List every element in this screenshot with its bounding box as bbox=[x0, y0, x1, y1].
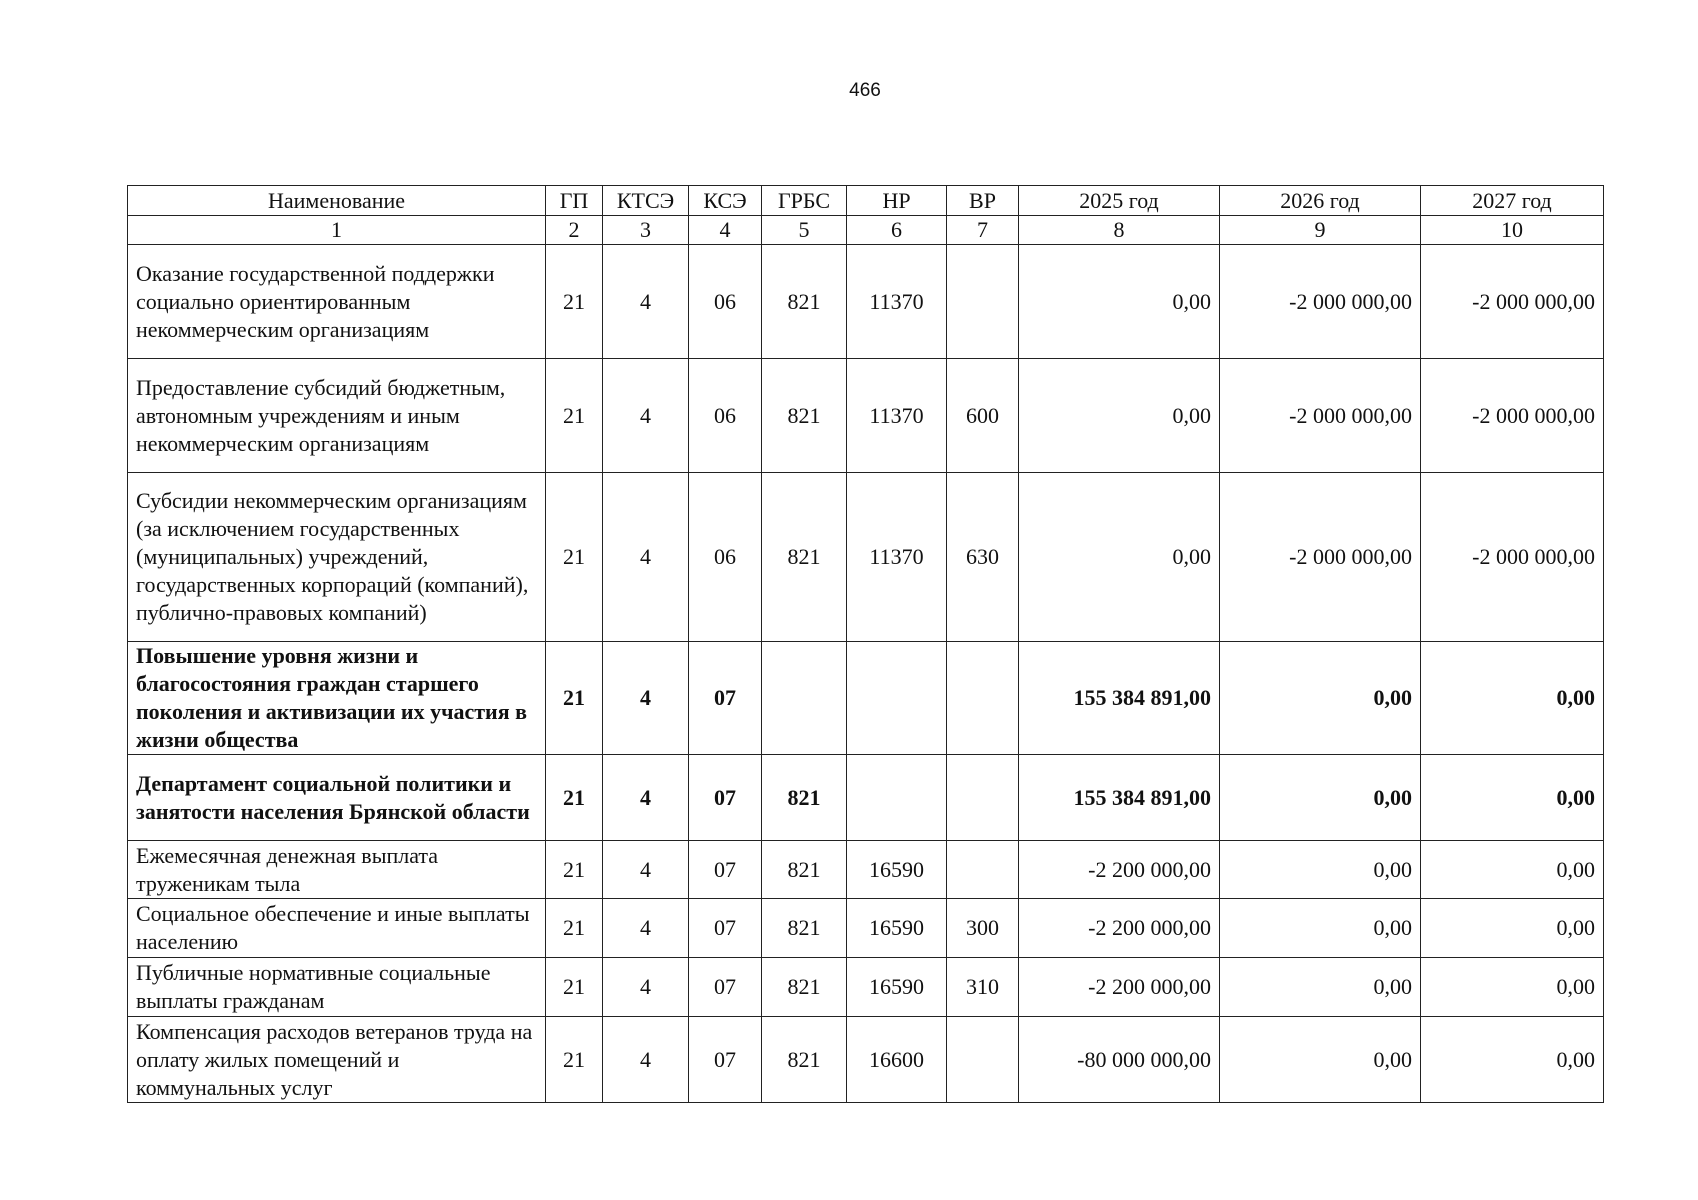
row-2027: 0,00 bbox=[1421, 755, 1604, 841]
row-name: Предоставление субсидий бюджетным, автономным учреждениям и иным некоммерческим организациям bbox=[128, 359, 546, 473]
row-gp: 21 bbox=[546, 1017, 603, 1103]
row-2025: -2 200 000,00 bbox=[1019, 958, 1220, 1017]
row-gp: 21 bbox=[546, 473, 603, 642]
column-index: 2 bbox=[546, 216, 603, 245]
column-index: 5 bbox=[762, 216, 847, 245]
header-nr: НР bbox=[847, 186, 947, 216]
row-name: Публичные нормативные социальные выплаты гражданам bbox=[128, 958, 546, 1017]
row-2027: 0,00 bbox=[1421, 899, 1604, 958]
row-2026: 0,00 bbox=[1220, 755, 1421, 841]
row-ktse: 4 bbox=[603, 245, 689, 359]
header-grbs: ГРБС bbox=[762, 186, 847, 216]
row-kse: 07 bbox=[689, 958, 762, 1017]
row-kse: 07 bbox=[689, 841, 762, 899]
table-row bbox=[128, 841, 1604, 899]
row-ktse: 4 bbox=[603, 899, 689, 958]
row-kse: 07 bbox=[689, 755, 762, 841]
row-name: Субсидии некоммерческим организациям (за исключением государственных (муниципальных) учреждений, государственных корпораций (компаний), публично-правовых компаний) bbox=[128, 473, 546, 642]
row-gp: 21 bbox=[546, 245, 603, 359]
row-vr: 310 bbox=[947, 958, 1019, 1017]
row-vr bbox=[947, 1017, 1019, 1103]
row-name: Повышение уровня жизни и благосостояния граждан старшего поколения и активизации их участия в жизни общества bbox=[128, 642, 546, 755]
row-nr: 16590 bbox=[847, 841, 947, 899]
row-kse: 07 bbox=[689, 899, 762, 958]
row-2026: 0,00 bbox=[1220, 899, 1421, 958]
row-nr: 11370 bbox=[847, 473, 947, 642]
row-2026: 0,00 bbox=[1220, 642, 1421, 755]
row-grbs: 821 bbox=[762, 473, 847, 642]
row-ktse: 4 bbox=[603, 1017, 689, 1103]
table-row bbox=[128, 359, 1604, 473]
row-ktse: 4 bbox=[603, 841, 689, 899]
row-kse: 06 bbox=[689, 359, 762, 473]
table-row bbox=[128, 958, 1604, 1017]
row-gp: 21 bbox=[546, 841, 603, 899]
table-row bbox=[128, 245, 1604, 359]
row-vr bbox=[947, 245, 1019, 359]
row-2026: -2 000 000,00 bbox=[1220, 359, 1421, 473]
row-vr bbox=[947, 841, 1019, 899]
header-vr: ВР bbox=[947, 186, 1019, 216]
header-kse: КСЭ bbox=[689, 186, 762, 216]
row-2027: 0,00 bbox=[1421, 1017, 1604, 1103]
row-kse: 07 bbox=[689, 1017, 762, 1103]
column-index: 3 bbox=[603, 216, 689, 245]
table-row bbox=[128, 642, 1604, 755]
row-grbs: 821 bbox=[762, 755, 847, 841]
row-name: Социальное обеспечение и иные выплаты населению bbox=[128, 899, 546, 958]
row-name: Ежемесячная денежная выплата труженикам тыла bbox=[128, 841, 546, 899]
row-2025: -80 000 000,00 bbox=[1019, 1017, 1220, 1103]
row-kse: 06 bbox=[689, 473, 762, 642]
row-name: Компенсация расходов ветеранов труда на оплату жилых помещений и коммунальных услуг bbox=[128, 1017, 546, 1103]
table-row bbox=[128, 1017, 1604, 1103]
header-2025: 2025 год bbox=[1019, 186, 1220, 216]
row-ktse: 4 bbox=[603, 958, 689, 1017]
column-index: 6 bbox=[847, 216, 947, 245]
row-name: Оказание государственной поддержки социально ориентированным некоммерческим организациям bbox=[128, 245, 546, 359]
column-index: 4 bbox=[689, 216, 762, 245]
header-2026: 2026 год bbox=[1220, 186, 1421, 216]
row-gp: 21 bbox=[546, 642, 603, 755]
row-2026: -2 000 000,00 bbox=[1220, 245, 1421, 359]
row-nr bbox=[847, 755, 947, 841]
row-nr: 11370 bbox=[847, 245, 947, 359]
row-2027: -2 000 000,00 bbox=[1421, 473, 1604, 642]
header-2027: 2027 год bbox=[1421, 186, 1604, 216]
row-vr bbox=[947, 755, 1019, 841]
table-row bbox=[128, 473, 1604, 642]
row-2025: -2 200 000,00 bbox=[1019, 899, 1220, 958]
row-nr bbox=[847, 642, 947, 755]
row-vr: 600 bbox=[947, 359, 1019, 473]
row-vr: 630 bbox=[947, 473, 1019, 642]
row-vr bbox=[947, 642, 1019, 755]
column-index-row bbox=[128, 216, 1604, 245]
row-2027: -2 000 000,00 bbox=[1421, 359, 1604, 473]
row-2025: 155 384 891,00 bbox=[1019, 755, 1220, 841]
column-index: 8 bbox=[1019, 216, 1220, 245]
row-gp: 21 bbox=[546, 755, 603, 841]
table-row bbox=[128, 899, 1604, 958]
row-2027: 0,00 bbox=[1421, 841, 1604, 899]
row-2025: 0,00 bbox=[1019, 359, 1220, 473]
column-index: 9 bbox=[1220, 216, 1421, 245]
row-vr: 300 bbox=[947, 899, 1019, 958]
header-row bbox=[128, 186, 1604, 216]
row-2025: 155 384 891,00 bbox=[1019, 642, 1220, 755]
row-kse: 07 bbox=[689, 642, 762, 755]
row-grbs: 821 bbox=[762, 958, 847, 1017]
header-ktse: КТСЭ bbox=[603, 186, 689, 216]
row-2027: 0,00 bbox=[1421, 642, 1604, 755]
row-2026: 0,00 bbox=[1220, 958, 1421, 1017]
row-2025: -2 200 000,00 bbox=[1019, 841, 1220, 899]
row-nr: 16600 bbox=[847, 1017, 947, 1103]
row-2026: -2 000 000,00 bbox=[1220, 473, 1421, 642]
row-grbs: 821 bbox=[762, 841, 847, 899]
row-name: Департамент социальной политики и занятости населения Брянской области bbox=[128, 755, 546, 841]
row-gp: 21 bbox=[546, 958, 603, 1017]
row-2027: -2 000 000,00 bbox=[1421, 245, 1604, 359]
row-grbs: 821 bbox=[762, 899, 847, 958]
row-ktse: 4 bbox=[603, 755, 689, 841]
row-grbs: 821 bbox=[762, 1017, 847, 1103]
row-2026: 0,00 bbox=[1220, 841, 1421, 899]
row-2027: 0,00 bbox=[1421, 958, 1604, 1017]
header-gp: ГП bbox=[546, 186, 603, 216]
row-nr: 16590 bbox=[847, 899, 947, 958]
row-gp: 21 bbox=[546, 899, 603, 958]
row-grbs: 821 bbox=[762, 359, 847, 473]
row-gp: 21 bbox=[546, 359, 603, 473]
column-index: 7 bbox=[947, 216, 1019, 245]
row-ktse: 4 bbox=[603, 642, 689, 755]
header-name: Наименование bbox=[128, 186, 546, 216]
row-2026: 0,00 bbox=[1220, 1017, 1421, 1103]
row-nr: 16590 bbox=[847, 958, 947, 1017]
row-nr: 11370 bbox=[847, 359, 947, 473]
row-ktse: 4 bbox=[603, 359, 689, 473]
budget-table bbox=[127, 185, 1604, 1103]
row-grbs bbox=[762, 642, 847, 755]
row-ktse: 4 bbox=[603, 473, 689, 642]
column-index: 1 bbox=[128, 216, 546, 245]
row-2025: 0,00 bbox=[1019, 473, 1220, 642]
row-kse: 06 bbox=[689, 245, 762, 359]
row-grbs: 821 bbox=[762, 245, 847, 359]
row-2025: 0,00 bbox=[1019, 245, 1220, 359]
table-row bbox=[128, 755, 1604, 841]
column-index: 10 bbox=[1421, 216, 1604, 245]
page-number: 466 bbox=[849, 80, 881, 101]
